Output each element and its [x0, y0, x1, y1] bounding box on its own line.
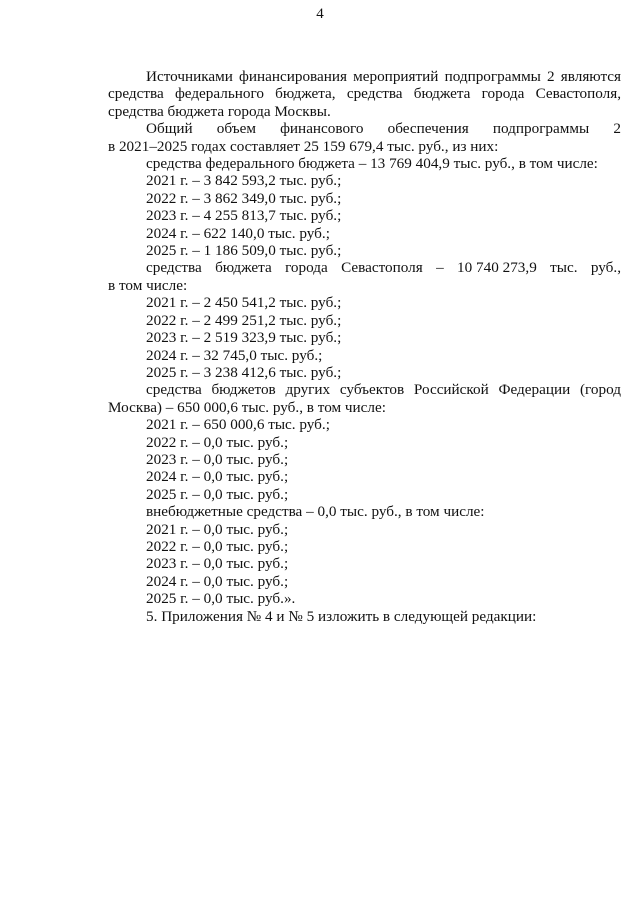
- sevastopol-year-line: 2025 г. – 3 238 412,6 тыс. руб.;: [146, 363, 342, 381]
- intro-paragraph: Источниками финансирования мероприятий подпрограммы 2 являются средства федерального бюджета, средства бюджета города Севастополя, средства бюджета города Москвы.: [108, 68, 621, 120]
- total-continuation: в 2021–2025 годах составляет 25 159 679,4 тыс. руб., из них:: [108, 137, 499, 155]
- federal-year-line: 2021 г. – 3 842 593,2 тыс. руб.;: [146, 172, 342, 190]
- total-word: объем: [216, 120, 256, 138]
- moscow-word: Российской: [413, 381, 489, 399]
- moscow-heading: [108, 381, 621, 398]
- sevastopol-year-line: 2023 г. – 2 519 323,9 тыс. руб.;: [146, 329, 342, 347]
- moscow-word: бюджетов: [211, 381, 276, 399]
- moscow-word: субъектов: [339, 381, 405, 399]
- extrabudgetary-year-line: 2022 г. – 0,0 тыс. руб.;: [146, 537, 289, 555]
- extrabudgetary-year-line: 2021 г. – 0,0 тыс. руб.;: [146, 520, 289, 538]
- total-word: обеспечения: [387, 120, 469, 138]
- federal-heading: средства федерального бюджета – 13 769 404,9 тыс. руб., в том числе:: [146, 155, 598, 173]
- sevastopol-word: 10 740 273,9: [457, 259, 537, 277]
- total-word: Общий: [146, 120, 193, 138]
- sevastopol-word: –: [436, 259, 444, 277]
- sevastopol-year-line: 2022 г. – 2 499 251,2 тыс. руб.;: [146, 311, 342, 329]
- total-word: финансового: [280, 120, 364, 138]
- sevastopol-heading: [108, 259, 621, 276]
- moscow-continuation: Москва) – 650 000,6 тыс. руб., в том числе:: [108, 398, 386, 416]
- extrabudgetary-year-line: 2025 г. – 0,0 тыс. руб.».: [146, 590, 296, 608]
- sevastopol-word: города: [285, 259, 328, 277]
- moscow-word: Федерации: [498, 381, 571, 399]
- federal-year-line: 2022 г. – 3 862 349,0 тыс. руб.;: [146, 189, 342, 207]
- moscow-word: (город: [580, 381, 621, 399]
- final-item: 5. Приложения № 4 и № 5 изложить в следующей редакции:: [146, 607, 537, 625]
- extrabudgetary-year-line: 2023 г. – 0,0 тыс. руб.;: [146, 555, 289, 573]
- moscow-word: средства: [146, 381, 202, 399]
- moscow-year-line: 2023 г. – 0,0 тыс. руб.;: [146, 450, 289, 468]
- sevastopol-word: руб.,: [590, 259, 621, 277]
- moscow-year-line: 2021 г. – 650 000,6 тыс. руб.;: [146, 416, 330, 434]
- total-word: 2: [613, 120, 621, 138]
- sevastopol-word: Севастополя: [341, 259, 423, 277]
- moscow-year-line: 2022 г. – 0,0 тыс. руб.;: [146, 433, 289, 451]
- total-word: подпрограммы: [492, 120, 590, 138]
- sevastopol-word: средства: [146, 259, 202, 277]
- page-number: 4: [316, 6, 324, 22]
- document-body: [108, 68, 621, 625]
- moscow-year-line: 2024 г. – 0,0 тыс. руб.;: [146, 468, 289, 486]
- extrabudgetary-year-line: 2024 г. – 0,0 тыс. руб.;: [146, 572, 289, 590]
- sevastopol-word: тыс.: [550, 259, 578, 277]
- sevastopol-word: бюджета: [215, 259, 272, 277]
- total-line: [108, 120, 621, 137]
- federal-year-line: 2023 г. – 4 255 813,7 тыс. руб.;: [146, 207, 342, 225]
- federal-year-line: 2025 г. – 1 186 509,0 тыс. руб.;: [146, 242, 342, 260]
- sevastopol-continuation: в том числе:: [108, 276, 188, 294]
- moscow-word: других: [285, 381, 331, 399]
- federal-year-line: 2024 г. – 622 140,0 тыс. руб.;: [146, 224, 330, 242]
- sevastopol-year-line: 2021 г. – 2 450 541,2 тыс. руб.;: [146, 294, 342, 312]
- extrabudgetary-heading: внебюджетные средства – 0,0 тыс. руб., в том числе:: [146, 503, 485, 521]
- sevastopol-year-line: 2024 г. – 32 745,0 тыс. руб.;: [146, 346, 323, 364]
- moscow-year-line: 2025 г. – 0,0 тыс. руб.;: [146, 485, 289, 503]
